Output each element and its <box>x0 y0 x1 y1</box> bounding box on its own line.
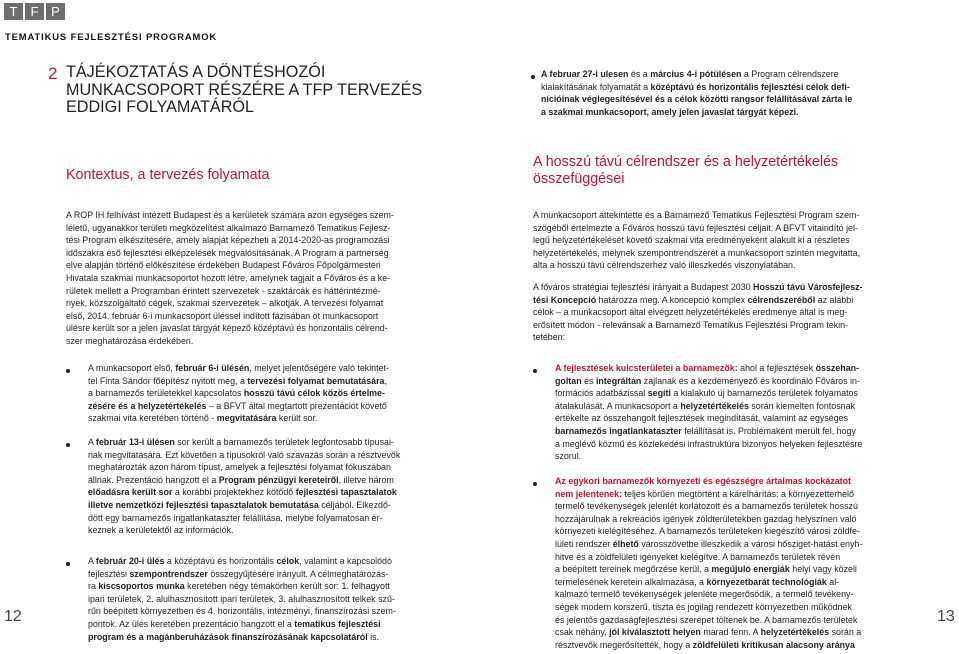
section-heading-line: összefüggései <box>533 171 625 187</box>
text-run: február 20-i ülés <box>95 556 165 566</box>
text-line <box>88 512 400 525</box>
text-line <box>555 362 862 375</box>
text-line <box>555 551 862 564</box>
text-line <box>533 234 860 247</box>
text-run: állnak. Prezentáció hangzott el a <box>88 474 219 485</box>
text-line <box>555 563 862 576</box>
text-run: hitve és a zöldfelületi igényeket kielégítve. A barnamezős területek révén <box>555 551 841 562</box>
text-run: is. <box>367 631 380 642</box>
text-run: segíti <box>647 388 671 399</box>
text-run: ipari területek, 2. alulhasznosított ipari területek, 3. alulhasznosított telkek szű- <box>88 593 395 604</box>
text-line <box>66 222 394 235</box>
text-run: marad fenn. A <box>700 627 761 638</box>
text-run: A februar 27-i ulesen <box>541 69 629 79</box>
text-run: szakmai vita keretében történő - <box>88 413 217 424</box>
section-heading-longterm <box>533 154 838 188</box>
text-run: helyi vagy közeli <box>789 564 857 575</box>
text-run: összegyűjtésére irányult. A célmeghatározás- <box>207 568 389 579</box>
text-run: nem jelentenek: <box>555 488 623 499</box>
text-line <box>66 335 394 348</box>
text-run: erősített módon - relevánsak a Barnamező Tematikus Fejlesztési Program tekin- <box>533 319 849 330</box>
text-run: jól kiválasztott helyen <box>609 627 701 638</box>
bullet-icon <box>533 482 537 486</box>
text-run: szögéből értelmezte a Főváros hosszú távú fejlesztési céljait. A BFVT vitaindító jel- <box>533 222 858 233</box>
text-run: céljából. Elkezdő- <box>318 499 391 510</box>
text-line <box>66 209 394 222</box>
text-run: , illetve három <box>338 474 394 485</box>
text-run: szer meghatározása érdekében. <box>66 335 194 346</box>
text-run: alta a hosszú távú célrendszerhez való illeszkedés viszonylatában. <box>533 260 796 271</box>
text-run: nícióinak véglegesítésével és a célok közötti rangsor felállításával zárta le <box>541 94 853 105</box>
text-run: környezeti kielégítéséhez. A barnamezős területeken kiegészítő városi zöldfe- <box>555 526 860 537</box>
text-line <box>66 234 394 247</box>
text-run: során kiemelten fontosnak <box>748 400 855 411</box>
text-run: február 13-i ülésen <box>95 437 175 447</box>
text-line <box>555 576 862 589</box>
text-run: hozzájárulnak a rekreációs igények zöldterületekben gazdag helyszínen való <box>555 513 857 524</box>
text-run: Hivatala szakmai munkacsoportot hozott létre, amelynek tagjait a Főváros és a ke- <box>66 272 391 283</box>
text-run: dött egy barnamezős ingatlankataszter felállítása, melybe folyamatosan ér- <box>88 512 383 523</box>
text-run: A munkacsoport első, <box>88 363 176 373</box>
text-run: kialakításának folyamatát a <box>541 81 651 92</box>
text-run: a beépített tereinek megőrzése kerül, a <box>555 564 712 575</box>
text-line <box>555 488 862 501</box>
text-run: került sor. <box>276 413 318 424</box>
text-run: zésére és a helyzetértékelés <box>88 400 207 411</box>
text-run: pontok. Az ülés keretében prezentáció hangzott el a <box>88 618 295 629</box>
text-line <box>66 322 394 335</box>
text-run: a középtávú és horizontális <box>164 556 277 566</box>
section-heading-context <box>66 167 269 184</box>
series-title: TEMATIKUS FEJLESZTÉSI PROGRAMOK <box>5 31 218 42</box>
text-run: megújuló energiák <box>711 564 790 575</box>
text-run: környezetbarát technológiák <box>706 576 827 587</box>
text-line <box>555 425 862 438</box>
text-line <box>555 626 862 639</box>
chapter-title-line: MUNKACSOPORT RÉSZÉRE A TFP TERVEZÉS <box>66 80 423 99</box>
text-line <box>88 400 389 413</box>
text-line <box>533 222 860 235</box>
text-line <box>555 614 862 627</box>
text-run: tematikus fejlesztési <box>294 618 381 629</box>
text-line <box>555 601 862 614</box>
text-run: zöldfelületi kritikusan alacsony aránya <box>692 639 855 650</box>
logo-letter: T <box>4 3 23 20</box>
left-bullet-feb20 <box>88 555 396 643</box>
text-run: A főváros stratégiai fejlesztési irányait a Budapest 2030 <box>533 282 754 292</box>
text-line <box>533 281 863 294</box>
text-line <box>88 486 400 499</box>
text-run: február 6-i ülésén <box>175 363 250 373</box>
right-bullet-key-areas <box>555 362 862 463</box>
text-run: határozza meg. A koncepció komplex <box>596 294 748 305</box>
section-heading-line: A hosszú távú célrendszer és a helyzetértékelés <box>533 154 839 170</box>
text-run: március 4-i pótülésen <box>650 69 742 79</box>
text-run: helyzetértékelés <box>760 627 830 638</box>
left-bullet-feb6 <box>88 362 389 425</box>
text-line <box>555 513 862 526</box>
text-run: kiscsoportos munka <box>98 581 185 592</box>
text-run: barnamezős ingatlankataszter <box>555 425 682 436</box>
page-number-right: 13 <box>937 608 955 625</box>
text-run: lületi rendszer <box>555 538 613 549</box>
text-run: felállítását is. Problémaként merült fel, hogy <box>681 425 856 436</box>
text-run: rületek mellett a Programban érintett szervezetek - szaktárcák és háttérintézmé- <box>66 285 381 296</box>
text-line <box>533 209 860 222</box>
text-run: A fejlesztések kulcsterületei a barnamezők: <box>555 363 738 373</box>
text-run: termelő tevékenységek jelenlét korlátozott és a barnamezős területek hosszú <box>555 501 858 512</box>
text-line <box>541 81 852 94</box>
text-line <box>88 593 396 606</box>
text-line <box>88 631 396 644</box>
text-run: sor került a barnamezős területek legfontosabb típusai- <box>174 437 394 447</box>
text-run: a szakmai munkacsoport, amely jelen javaslat tárgyát képezi. <box>541 106 799 117</box>
text-run: fejlesztési <box>88 568 130 579</box>
text-run: al- <box>826 576 840 587</box>
text-line <box>555 500 862 513</box>
right-bullet-environment <box>555 475 862 651</box>
text-run: célok <box>276 556 300 566</box>
text-run: keznek a kerületektől az információk. <box>88 525 234 536</box>
bullet-icon <box>533 369 537 373</box>
text-line <box>533 259 860 272</box>
text-run: ségek modern korszerű, tiszta és jogilag rendezett környezetben működnek <box>555 601 852 612</box>
text-run: első, 2014. február 6-i munkacsoport üléssel indított fázisában öt munkacsoport <box>66 310 379 321</box>
text-run: goltan <box>555 375 582 386</box>
text-run: Program pénzügyi kereteiről <box>218 474 339 485</box>
text-run: helyzetértékelés <box>680 400 749 411</box>
text-line <box>88 362 389 375</box>
text-run: meghatározták azon három típust, amelyek a fejlesztési folyamat fókuszában <box>88 462 391 473</box>
text-line <box>541 93 852 106</box>
text-line <box>555 639 862 652</box>
text-run: keretében négy témakörben került sor: 1. felhagyott <box>184 581 390 592</box>
text-line <box>555 438 862 451</box>
text-line <box>88 568 396 581</box>
text-line <box>88 580 396 593</box>
text-run: elve alapján történő előkészítése érdekében Budapest Főváros Főpolgármesteri <box>66 260 381 271</box>
text-run: célok – a munkacsoport által elvégzett helyzetértékelés eredménye által is meg- <box>533 307 848 318</box>
text-line <box>88 449 400 462</box>
bullet-icon <box>66 562 70 566</box>
text-line <box>66 272 394 285</box>
text-run: csak néhány, <box>555 627 610 638</box>
text-run: szorul. <box>555 451 582 462</box>
text-run: rűn beépített környezetben és 4. horizontális, intézményi, finanszírozási szem- <box>88 606 396 617</box>
tfp-logo <box>4 3 65 20</box>
text-run: kalmazó termelő tevékenységek jelenléte megerősödik, a termelő tevékeny- <box>555 589 854 600</box>
text-run: ra <box>88 581 99 592</box>
bullet-icon <box>531 75 535 79</box>
text-run: integráltan <box>595 375 642 386</box>
text-run: átalakulását. A munkacsoport a <box>555 400 681 411</box>
text-run: teljes körűen megtörtént a kárelhárítás; a környezetterhelő <box>622 488 854 499</box>
text-run: megvitatására <box>216 413 277 424</box>
text-run: A munkacsoport áttekintette és a Barnamező Tematikus Fejlesztési Program szem- <box>533 210 860 220</box>
text-run: a Program célrendszere <box>741 69 839 79</box>
text-line <box>555 375 862 388</box>
text-run: a kialakuló új barnamezős területek folyamatos <box>670 388 858 399</box>
text-line <box>88 436 400 449</box>
text-line <box>541 68 852 81</box>
text-line <box>66 285 394 298</box>
text-line <box>533 294 863 307</box>
text-run: helyzetértékelés, melynek szempontrendszerét a munkacsoport szintén megvitatta, <box>533 247 861 258</box>
text-line <box>555 412 862 425</box>
text-line <box>88 499 400 512</box>
text-line <box>555 400 862 413</box>
text-line <box>88 605 396 618</box>
chapter-number: 2 <box>48 64 58 83</box>
text-run: ahol a fejlesztések <box>737 363 816 373</box>
text-line <box>533 247 860 260</box>
text-line <box>555 588 862 601</box>
text-run: és <box>581 375 596 386</box>
logo-letter: F <box>25 3 44 20</box>
text-run: , melyet jelentőségére való tekintet- <box>249 363 389 373</box>
text-run: termelésének keretein alkalmazása, a <box>555 576 707 587</box>
page-number-left: 12 <box>4 608 22 625</box>
text-line <box>88 461 400 474</box>
text-line <box>88 474 400 487</box>
text-run: zajlanak és a kezdeményező és koordináló Főváros in- <box>641 375 860 386</box>
text-line <box>88 618 396 631</box>
text-run: résztvevők megerősítették, hogy a <box>555 639 693 650</box>
text-run: , <box>384 375 387 386</box>
text-run: élhető <box>612 538 639 549</box>
text-line <box>88 375 389 388</box>
text-run: tési Koncepció <box>533 294 597 305</box>
text-run: tervezési folyamat bemutatására <box>247 375 385 386</box>
text-run: időszakra eső fejlesztési elképzelések megvalósításának. A Program a partnerség <box>66 247 389 258</box>
text-run: tési Program elkészítésére, amely alapját képezheti a 2014-2020-as programozási <box>66 235 390 246</box>
text-run: szempontrendszer <box>129 568 208 579</box>
logo-letter: P <box>46 3 65 20</box>
left-bullet-feb13 <box>88 436 400 537</box>
text-run: Az egykori barnamezők környezeti és egészségre ártalmas kockázatot <box>555 476 851 486</box>
text-run: formációs adatbázissal <box>555 388 648 399</box>
section-heading-line: Kontextus, a tervezés folyamata <box>66 167 270 183</box>
context-paragraph <box>66 209 394 348</box>
text-line <box>555 387 862 400</box>
text-run: program és a magánberuházások finanszírozásának kapcsolatáról <box>88 631 368 642</box>
text-line <box>555 475 862 488</box>
text-run: összehan- <box>815 363 860 373</box>
text-run: ülésre került sor a jelen javaslat tárgyát képező középtávú és horizontális célrend- <box>66 323 388 334</box>
text-run: , valamint a kapcsolódó <box>299 556 392 566</box>
text-line <box>533 331 863 344</box>
text-line <box>555 525 862 538</box>
text-line <box>555 538 862 551</box>
text-line <box>88 555 396 568</box>
text-line <box>66 310 394 323</box>
text-line <box>555 450 862 463</box>
text-run: a korábbi projektekhez kötődő <box>172 487 296 498</box>
text-run: fejlesztési tapasztalatok <box>295 487 397 498</box>
bullet-icon <box>66 443 70 447</box>
text-line <box>533 319 863 332</box>
text-run: az alábbi <box>815 294 854 305</box>
text-run: értékelte az összehangolt fejlesztések megindítását, valamint az egységes <box>555 413 849 424</box>
text-run: nyek, közszolgáltató cégek, szakmai szervezetek – alkotják. A tervezési folyamat <box>66 298 384 309</box>
text-run: a barnamezős területekkel kapcsolatos <box>88 388 244 399</box>
bullet-icon <box>66 369 70 373</box>
text-line <box>533 306 863 319</box>
text-run: tetében: <box>533 332 566 343</box>
text-run: illetve nemzetközi fejlesztési tapasztalatok bemutatása <box>88 499 319 510</box>
text-run: A <box>88 437 96 447</box>
chapter-title-line: EDDIGI FOLYAMATÁRÓL <box>66 98 254 116</box>
text-line <box>66 297 394 310</box>
text-run: Hosszú távú Városfejlesz- <box>753 282 863 292</box>
text-line <box>66 259 394 272</box>
text-run: nak megvitatására. Ezt követően a típusokról való szavazás során a résztvevők <box>88 449 401 460</box>
text-line <box>88 387 389 400</box>
intro-summary <box>541 68 852 118</box>
text-run: hosszú távú célok közös értelme- <box>243 388 385 399</box>
text-run: során a <box>829 627 862 638</box>
text-line <box>541 106 852 119</box>
text-run: és jelentős gazdaságfejlesztési szerepet töltenek be. A barnamezős területek <box>555 614 858 625</box>
text-line <box>88 412 389 425</box>
text-run: előadásra került sor <box>88 487 173 498</box>
text-run: A <box>88 556 96 566</box>
text-run: a meglévő közmű és közlekedési infrastruktúra bizonyos helyeken fejlesztésre <box>555 438 863 449</box>
text-run: célrendszeréből <box>747 294 816 305</box>
longterm-paragraph-2 <box>533 281 863 344</box>
text-run: városszövetbe illeszkedik a városi hősziget-hatást enyh- <box>638 538 863 549</box>
chapter-title-line: TÁJÉKOZTATÁS A DÖNTÉSHOZÓI <box>66 63 326 81</box>
chapter-title <box>66 64 456 117</box>
text-run: középtávú és horizontális fejlesztési célok defi- <box>650 81 850 92</box>
text-run: tel Finta Sándor főépítész nyitott meg, a <box>88 375 248 386</box>
text-run: – a BFVT által megtartott prezentációt követő <box>206 400 387 411</box>
text-run: A ROP IH felhívást intézett Budapest és a kerületek számára azon egységes szem- <box>66 210 394 220</box>
text-run: és a <box>628 69 651 79</box>
text-line <box>66 247 394 260</box>
text-run: léletű, ugyanakkor területi megközelítést alkalmazó Barnamező Tematikus Fejlesz- <box>66 222 391 233</box>
text-run: legű helyzetértékelését követő szakmai vita eredményeként alakult ki a részletes <box>533 235 850 246</box>
text-line <box>88 524 400 537</box>
longterm-paragraph-1 <box>533 209 860 272</box>
